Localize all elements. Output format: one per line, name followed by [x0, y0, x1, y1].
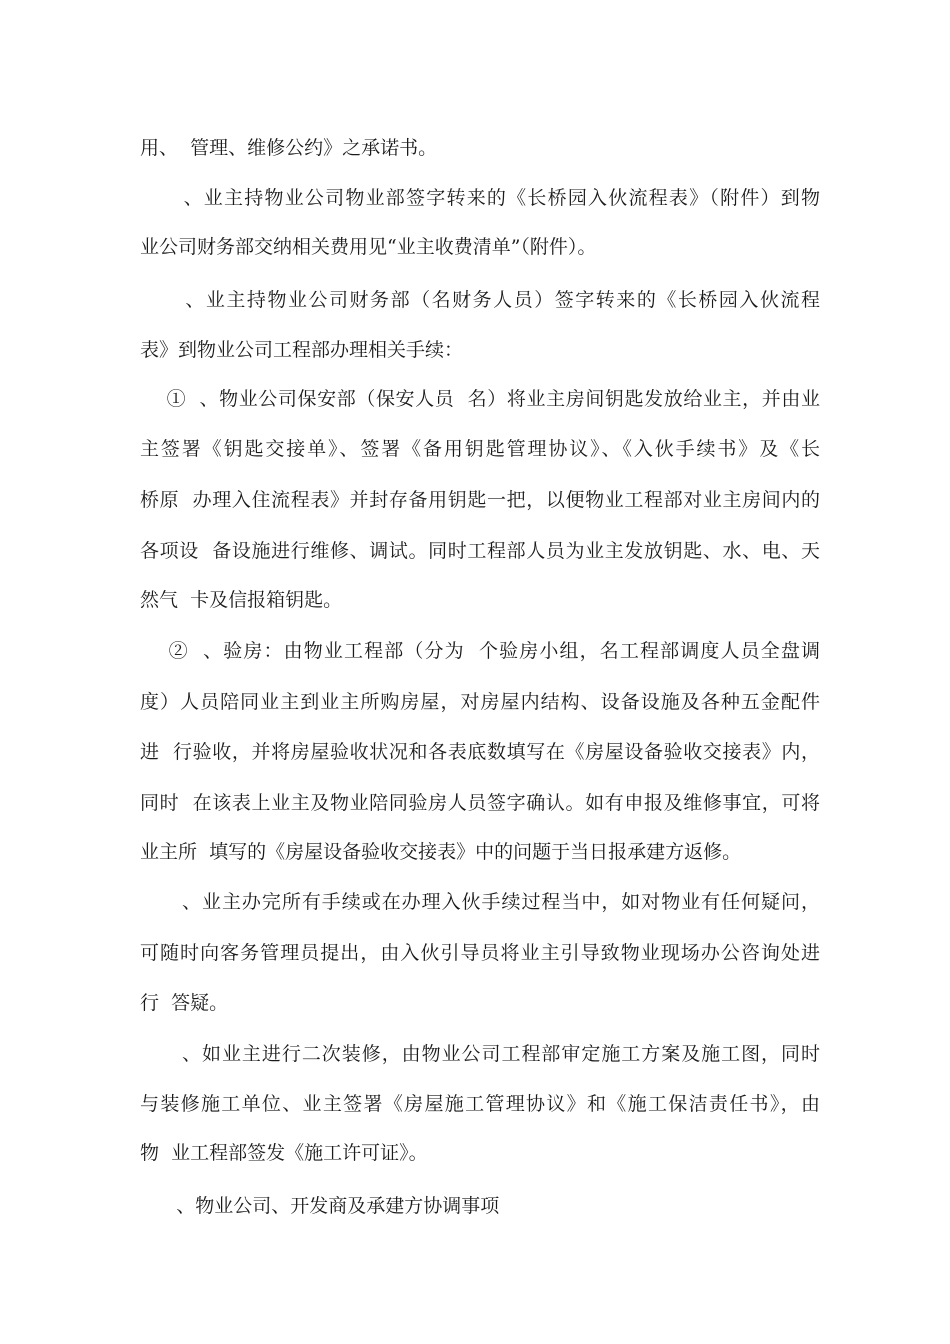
text-line: 同时 在该表上业主及物业陪同验房人员签字确认。如有申报及维修事宜，可将: [140, 792, 820, 814]
text-line: 然气 卡及信报箱钥匙。: [140, 589, 343, 611]
text-line: 进 行验收，并将房屋验收状况和各表底数填写在《房屋设备验收交接表》内，: [140, 741, 820, 763]
text-line: 表》到物业公司工程部办理相关手续：: [140, 339, 464, 361]
text-line: 与装修施工单位、业主签署《房屋施工管理协议》和《施工保洁责任书》，由: [140, 1093, 820, 1115]
text-line: 、业主持物业公司物业部签字转来的《长桥园入伙流程表》（附件）到物: [140, 187, 820, 209]
text-line: 度）人员陪同业主到业主所购房屋，对房屋内结构、设备设施及各种五金配件: [140, 691, 820, 713]
text-line: 、业主持物业公司财务部（名财务人员）签字转来的《长桥园入伙流程: [140, 289, 820, 311]
text-line: 主签署《钥匙交接单》、签署《备用钥匙管理协议》、《入伙手续书》及《长: [140, 438, 820, 460]
text-line: 业主所 填写的《房屋设备验收交接表》中的问题于当日报承建方返修。: [140, 841, 742, 863]
text-line: 行 答疑。: [140, 992, 229, 1014]
text-line: 桥原 办理入住流程表》并封存备用钥匙一把，以便物业工程部对业主房间内的: [140, 489, 820, 511]
text-line: 物 业工程部签发《施工许可证》。: [140, 1142, 428, 1164]
text-line: 业公司财务部交纳相关费用见“业主收费清单”（附件）。: [140, 236, 597, 258]
text-line: 、业主办完所有手续或在办理入伙手续过程当中，如对物业有任何疑问，: [140, 891, 820, 913]
text-line: 用、 管理、维修公约》之承诺书。: [140, 137, 438, 159]
text-line: ② 、验房：由物业工程部（分为 个验房小组，名工程部调度人员全盘调: [140, 640, 820, 662]
text-line: 可随时向客务管理员提出，由入伙引导员将业主引导致物业现场办公咨询处进: [140, 942, 820, 964]
text-line: 、如业主进行二次装修，由物业公司工程部审定施工方案及施工图，同时: [140, 1043, 820, 1065]
text-line: 各项设 备设施进行维修、调试。同时工程部人员为业主发放钥匙、水、电、天: [140, 540, 820, 562]
text-line: 、物业公司、开发商及承建方协调事项: [140, 1195, 500, 1217]
text-line: ① 、物业公司保安部（保安人员 名）将业主房间钥匙发放给业主，并由业: [140, 388, 820, 410]
